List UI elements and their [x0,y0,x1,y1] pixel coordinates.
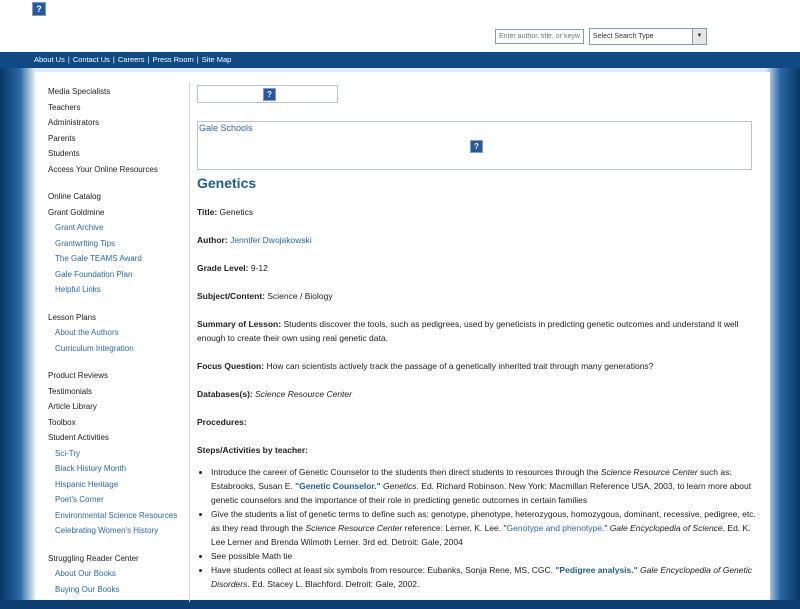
procedures-label: Procedures: [197,417,247,427]
sidebar-item-online-catalog[interactable]: Online Catalog [48,192,101,201]
sidebar-group-lesson-plans [48,310,193,357]
search-type-label: Select Search Type [593,33,654,40]
focus-value: How can scientists actively track the passage of a genetically inherited trait through many generations? [266,361,654,371]
sidebar-item-teams-award[interactable]: The Gale TEAMS Award [55,254,142,263]
step-text: Science Resource Center [305,523,403,533]
step-text: Science Resource Center [600,467,698,477]
step-text: . Ed. K. Lee Lerner and Brenda Wilmoth Lerner. 3rd ed. Detroit: Gale, 2004 [211,523,751,547]
step-text: See possible Math tie [211,551,293,561]
sidebar-item-article-library[interactable]: Article Library [48,402,97,411]
genetic-counselor-link[interactable]: "Genetic Counselor." [295,481,381,491]
pedigree-analysis-link[interactable]: "Pedigree analysis." [555,565,638,575]
list-item [211,507,762,549]
nav-press-room[interactable]: Press Room [152,55,194,64]
sidebar-item-grant-goldmine[interactable]: Grant Goldmine [48,207,105,217]
page-title: Genetics [197,175,257,191]
genotype-phenotype-link[interactable]: Genotype and phenotype [506,523,602,533]
focus-field [197,359,762,373]
sidebar-item-student-activities[interactable]: Student Activities [48,433,109,442]
sidebar-item-buying-our-books[interactable]: Buying Our Books [55,584,120,594]
main-panel [35,72,770,600]
nav-contact-us[interactable]: Contact Us [72,55,110,64]
sidebar-item-hispanic-heritage[interactable]: Hispanic Heritage [55,479,119,489]
sidebar-group-resources [48,368,193,539]
sidebar-item-curriculum-integration[interactable]: Curriculum Integration [55,343,134,353]
sidebar [48,84,193,609]
sidebar-item-poets-corner[interactable]: Poet's Corner [55,495,104,504]
steps-field [197,443,762,457]
step-text: . Ed. Richard Robinson. New York: Macmillan Reference USA, 2003, to learn more about genetic counselors and the importance of their role in predicting genetic outcomes in certain families [211,481,752,505]
gale-schools-box [197,121,752,170]
question-mark-icon[interactable]: ? [470,140,483,153]
focus-label: Focus Question: [197,361,265,371]
summary-value: Students discover the tools, such as pedigrees, used by geneticists in predicting genetic outcomes and understand it well enough to create their own using real genetic data. [197,319,739,343]
step-text: Genetics [380,481,417,491]
step-text: ." [601,523,610,533]
question-mark-icon[interactable]: ? [263,88,276,101]
title-value: Genetics [219,207,254,217]
nav-about-us[interactable]: About Us [34,55,65,64]
sidebar-item-about-authors[interactable]: About the Authors [55,328,119,337]
list-item [211,563,762,591]
sidebar-item-grantwriting-tips[interactable]: Grantwriting Tips [55,238,116,248]
title-field [197,205,762,219]
sidebar-item-product-reviews[interactable]: Product Reviews [48,371,109,380]
main-content [197,85,762,591]
author-label: Author: [197,235,228,245]
search-input[interactable] [495,29,584,44]
steps-label: Steps/Activities by teacher: [197,445,309,455]
subject-label: Subject/Content: [197,291,265,301]
summary-label: Summary of Lesson: [197,319,282,329]
databases-label: Databases(s): [197,389,253,399]
list-item [211,549,762,563]
sidebar-group-reader-center [48,551,193,598]
sidebar-item-helpful-links[interactable]: Helpful Links [55,285,101,294]
sidebar-item-about-our-books[interactable]: About Our Books [55,569,116,578]
sidebar-item-struggling-reader-center[interactable]: Struggling Reader Center [48,553,139,563]
databases-value: Science Resource Center [255,389,352,399]
step-text: . Ed. Stacey L. Blachford. Detroit: Gale, 2002. [247,579,420,589]
list-item [211,465,762,507]
sidebar-group-catalog [48,189,193,298]
search-type-select[interactable] [589,28,707,45]
sidebar-item-sci-try[interactable]: Sci-Try [55,448,81,458]
sidebar-item-teachers[interactable]: Teachers [48,102,81,112]
sidebar-item-foundation-plan[interactable]: Gale Foundation Plan [55,269,133,279]
step-text: Give the students a list of genetic terms to define such as: genotype, phenotype, heterozygous, homozygous, dominant, recessive, pedigree, etc. as they read through the [211,509,756,533]
step-text: Introduce the career of Genetic Counselor to the students then direct students to resources through the [211,467,601,477]
procedures-field [197,415,762,429]
sidebar-item-black-history-month[interactable]: Black History Month [55,464,127,473]
grade-value: 9-12 [250,263,268,273]
grade-label: Grade Level: [197,263,249,273]
subject-field [197,289,762,303]
sidebar-item-grant-archive[interactable]: Grant Archive [55,223,104,232]
sidebar-item-access-online-resources[interactable]: Access Your Online Resources [48,164,158,174]
top-header [0,0,800,52]
question-mark-icon[interactable]: ? [32,2,46,16]
sidebar-item-womens-history[interactable]: Celebrating Women's History [55,526,159,535]
databases-field [197,387,762,401]
column-divider [189,82,190,602]
step-text: Have students collect at least six symbols from resource: Eubanks, Sonja Rene, MS, CGC. [211,565,556,575]
grade-field [197,261,762,275]
subject-value: Science / Biology [267,291,333,301]
sidebar-item-toolbox[interactable]: Toolbox [48,417,76,427]
sidebar-item-environmental-science[interactable]: Environmental Science Resources [55,510,178,520]
sidebar-group-audience [48,84,193,177]
step-text: reference: Lerner, K. Lee. " [402,523,507,533]
chevron-down-icon[interactable]: ▼ [692,29,706,44]
steps-list [197,465,762,591]
top-nav: About Us | Contact Us | Careers | Press Room | Site Map [0,52,800,68]
sidebar-item-parents[interactable]: Parents [48,133,76,143]
step-text: Gale Encyclopedia of Science [609,523,723,533]
banner-box [197,85,338,103]
nav-careers[interactable]: Careers [117,55,145,64]
sidebar-item-students[interactable]: Students [48,149,80,158]
sidebar-item-media-specialists[interactable]: Media Specialists [48,87,111,96]
step-text: Gale Encyclopedia of Genetic Disorders [211,565,752,589]
author-field [197,233,762,247]
sidebar-item-administrators[interactable]: Administrators [48,118,100,127]
sidebar-item-lesson-plans[interactable]: Lesson Plans [48,312,97,322]
sidebar-item-testimonials[interactable]: Testimonials [48,386,93,396]
author-link[interactable]: Jennifer Dwojakowski [230,235,312,245]
nav-site-map[interactable]: Site Map [201,55,232,64]
step-text: such as: Estabrooks, Susan E. [211,467,732,491]
gale-schools-link[interactable]: Gale Schools [199,123,253,133]
summary-field [197,317,762,345]
title-label: Title: [197,207,218,217]
